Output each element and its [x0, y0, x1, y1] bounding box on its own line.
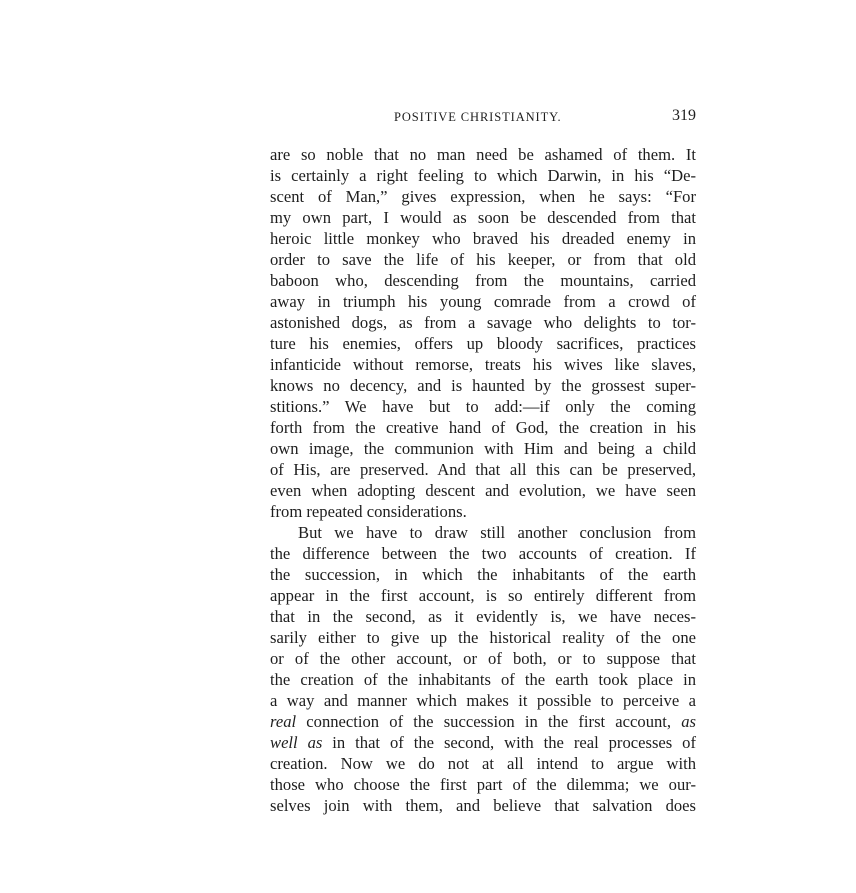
line-text: connection of the succession in the first account,: [296, 712, 682, 731]
text-line: ture his enemies, offers up bloody sacrifices, practices: [270, 334, 696, 353]
text-line: even when adopting descent and evolution, we have seen: [270, 481, 696, 500]
text-line: away in triumph his young comrade from a crowd of: [270, 292, 696, 311]
text-line: scent of Man,” gives expression, when he says: “For: [270, 187, 696, 206]
text-line: or of the other account, or of both, or to suppose that: [270, 649, 696, 668]
text-line: [270, 711, 696, 732]
text-line: is certainly a right feeling to which Darwin, in his “De-: [270, 166, 696, 185]
text-line: my own part, I would as soon be descended from that: [270, 208, 696, 227]
text-line: of His, are preserved. And that all this can be preserved,: [270, 460, 696, 479]
text-line: those who choose the first part of the dilemma; we our-: [270, 775, 696, 794]
text-line: forth from the creative hand of God, the creation in his: [270, 418, 696, 437]
italic-word: real: [270, 712, 297, 731]
paragraph-first-line: But we have to draw still another conclusion from: [298, 523, 696, 542]
line-text: in that of the second, with the real processes of: [322, 733, 696, 752]
body-text: [270, 144, 696, 816]
text-line: astonished dogs, as from a savage who delights to tor-: [270, 313, 696, 332]
running-head: [270, 108, 696, 132]
text-line: heroic little monkey who braved his dreaded enemy in: [270, 229, 696, 248]
running-title: POSITIVE CHRISTIANITY.: [394, 110, 562, 124]
text-line: a way and manner which makes it possible to perceive a: [270, 691, 696, 710]
italic-word: well as: [270, 733, 323, 752]
text-line: that in the second, as it evidently is, we have neces-: [270, 607, 696, 626]
page-number: 319: [672, 107, 696, 124]
text-line: creation. Now we do not at all intend to argue with: [270, 754, 696, 773]
text-line: sarily either to give up the historical reality of the one: [270, 628, 696, 647]
text-line: the creation of the inhabitants of the earth took place in: [270, 670, 696, 689]
text-line: stitions.” We have but to add:—if only the coming: [270, 397, 696, 416]
text-line: are so noble that no man need be ashamed of them. It: [270, 145, 696, 164]
text-line: own image, the communion with Him and being a child: [270, 439, 696, 458]
text-line: selves join with them, and believe that salvation does: [270, 796, 696, 815]
text-line: [270, 732, 696, 753]
text-line: appear in the first account, is so entirely different from: [270, 586, 696, 605]
text-line: knows no decency, and is haunted by the grossest super-: [270, 376, 696, 395]
paragraph-last-line: from repeated considerations.: [270, 502, 467, 521]
text-line: the difference between the two accounts of creation. If: [270, 544, 696, 563]
text-line: baboon who, descending from the mountains, carried: [270, 271, 696, 290]
text-line: the succession, in which the inhabitants of the earth: [270, 565, 696, 584]
italic-word: as: [681, 712, 696, 731]
text-line: infanticide without remorse, treats his wives like slaves,: [270, 355, 696, 374]
text-line: order to save the life of his keeper, or from that old: [270, 250, 696, 269]
